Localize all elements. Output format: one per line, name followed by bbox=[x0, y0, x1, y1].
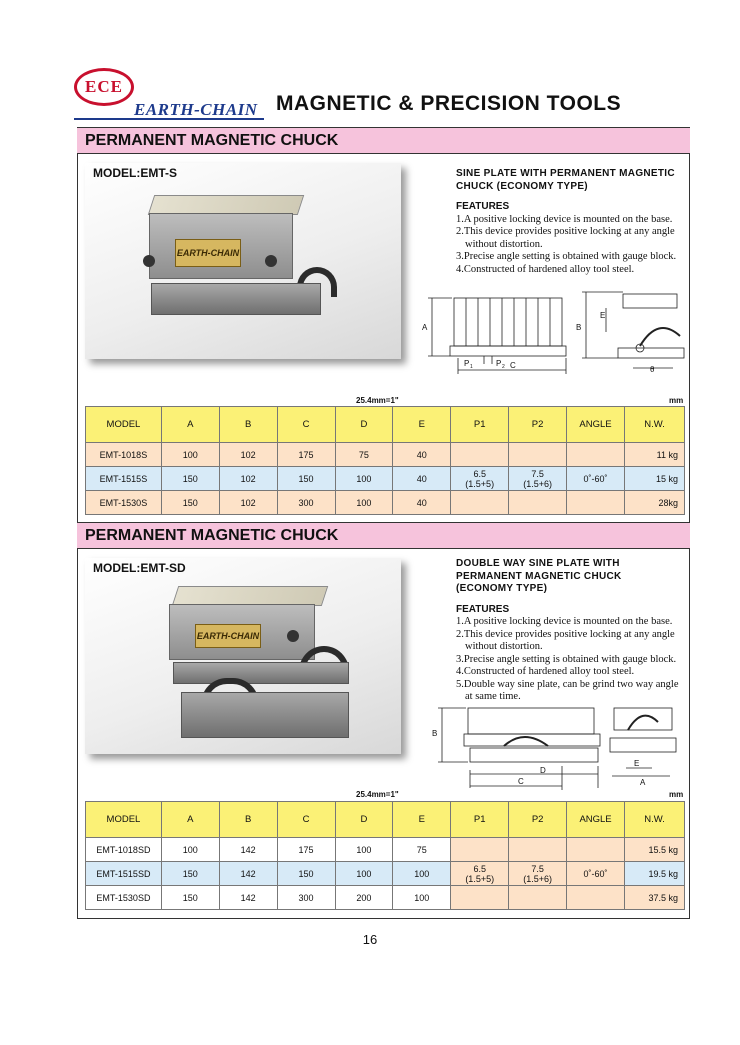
section-heading: PERMANENT MAGNETIC CHUCK bbox=[77, 127, 690, 154]
table-cell: 150 bbox=[161, 886, 219, 910]
table-header-row bbox=[86, 407, 685, 443]
page-title: MAGNETIC & PRECISION TOOLS bbox=[276, 92, 622, 115]
scale-note: 25.4mm=1" bbox=[356, 790, 399, 799]
dim-label: A bbox=[640, 778, 646, 787]
middle-plate bbox=[173, 662, 349, 684]
table-cell bbox=[509, 838, 567, 862]
table-cell: 142 bbox=[219, 886, 277, 910]
column-header: ANGLE bbox=[567, 407, 625, 443]
table-cell bbox=[509, 443, 567, 467]
table-row bbox=[86, 491, 685, 515]
p2-formula: (1.5+6) bbox=[523, 478, 552, 489]
table-cell: 100 bbox=[335, 862, 393, 886]
dim-label: A bbox=[422, 323, 428, 332]
table-row bbox=[86, 838, 685, 862]
table-cell-p1 bbox=[451, 862, 509, 886]
unit-label: mm bbox=[669, 396, 684, 405]
dim-label: E bbox=[634, 759, 640, 768]
dim-label: D bbox=[540, 766, 546, 775]
features-heading: FEATURES bbox=[456, 201, 510, 212]
brand-underline bbox=[74, 118, 264, 120]
table-cell bbox=[567, 491, 625, 515]
table-cell: 150 bbox=[277, 862, 335, 886]
column-header: N.W. bbox=[625, 407, 685, 443]
section-heading: PERMANENT MAGNETIC CHUCK bbox=[77, 522, 690, 549]
dim-label: B bbox=[432, 729, 438, 738]
column-header: D bbox=[335, 407, 393, 443]
dim-label: 1 bbox=[470, 364, 473, 370]
table-cell: 175 bbox=[277, 838, 335, 862]
desc-title-line: DOUBLE WAY SINE PLATE WITH bbox=[456, 558, 620, 569]
description-emt-s bbox=[456, 168, 688, 276]
column-header: B bbox=[219, 802, 277, 838]
product-photo-emt-s bbox=[85, 163, 401, 359]
table-cell: EMT-1530SD bbox=[86, 886, 162, 910]
table-cell: 75 bbox=[393, 838, 451, 862]
table-cell: 175 bbox=[277, 443, 335, 467]
feature-item: 3.Precise angle setting is obtained with gauge block. bbox=[456, 653, 677, 665]
column-header: P2 bbox=[509, 407, 567, 443]
dim-label: P bbox=[496, 359, 502, 368]
table-cell bbox=[451, 838, 509, 862]
table-cell: 150 bbox=[277, 467, 335, 491]
dim-label: C bbox=[510, 361, 516, 370]
table-cell-angle: 0˚-60˚ bbox=[567, 467, 625, 491]
table-cell: EMT-1515S bbox=[86, 467, 162, 491]
table-cell-p1 bbox=[451, 467, 509, 491]
table-cell: 102 bbox=[219, 491, 277, 515]
table-cell-p2 bbox=[509, 467, 567, 491]
table-cell: 100 bbox=[335, 838, 393, 862]
scale-note: 25.4mm=1" bbox=[356, 396, 399, 405]
table-header-row bbox=[86, 802, 685, 838]
feature-item: 2.This device provides positive locking at any angle bbox=[456, 628, 675, 640]
feature-item: at same time. bbox=[465, 691, 521, 702]
table-cell: 150 bbox=[161, 467, 219, 491]
p1-value: 6.5 bbox=[473, 468, 486, 479]
table-cell bbox=[451, 491, 509, 515]
table-cell: 300 bbox=[277, 491, 335, 515]
table-cell: 19.5 kg bbox=[625, 862, 685, 886]
chuck-top-face bbox=[148, 195, 304, 215]
desc-title-line: (ECONOMY TYPE) bbox=[456, 583, 548, 594]
table-row bbox=[86, 467, 685, 491]
feature-item: 3.Precise angle setting is obtained with gauge block. bbox=[456, 251, 677, 262]
p2-formula: (1.5+6) bbox=[523, 873, 553, 884]
table-cell: 142 bbox=[219, 838, 277, 862]
features-heading: FEATURES bbox=[456, 603, 510, 615]
column-header: MODEL bbox=[86, 407, 162, 443]
table-cell-angle: 0˚-60˚ bbox=[567, 862, 625, 886]
page-number: 16 bbox=[362, 932, 378, 947]
dim-label: P bbox=[464, 359, 470, 368]
table-cell: 37.5 kg bbox=[625, 886, 685, 910]
table-cell bbox=[451, 443, 509, 467]
column-header: B bbox=[219, 407, 277, 443]
table-cell: 11 kg bbox=[625, 443, 685, 467]
table-cell: 75 bbox=[335, 443, 393, 467]
table-cell: 100 bbox=[393, 862, 451, 886]
table-cell: 15.5 kg bbox=[625, 838, 685, 862]
feature-item: 1.A positive locking device is mounted on the base. bbox=[456, 616, 673, 627]
logo-text: ECE bbox=[85, 77, 123, 96]
p2-value: 7.5 bbox=[531, 863, 544, 874]
p1-formula: (1.5+5) bbox=[465, 478, 495, 489]
table-cell bbox=[509, 491, 567, 515]
column-header: A bbox=[161, 407, 219, 443]
table-row bbox=[86, 443, 685, 467]
knob-icon bbox=[143, 255, 155, 267]
knob-icon bbox=[265, 255, 277, 267]
table-cell bbox=[451, 886, 509, 910]
column-header: E bbox=[393, 802, 451, 838]
brand-plate: EARTH-CHAIN bbox=[175, 239, 241, 267]
table-row bbox=[86, 886, 685, 910]
dim-label: E bbox=[600, 311, 606, 320]
table-cell: 40 bbox=[393, 467, 451, 491]
column-header: C bbox=[277, 802, 335, 838]
desc-title-line: PERMANENT MAGNETIC CHUCK bbox=[456, 570, 622, 582]
desc-title-line: CHUCK (ECONOMY TYPE) bbox=[456, 180, 588, 192]
column-header: ANGLE bbox=[567, 802, 625, 838]
spec-table-emt-sd bbox=[85, 801, 685, 910]
p1-value: 6.5 bbox=[473, 863, 486, 874]
spec-table-emt-s bbox=[85, 406, 685, 515]
dimension-drawing-emt-sd bbox=[430, 700, 688, 792]
ece-logo bbox=[74, 68, 134, 106]
table-cell: 100 bbox=[393, 886, 451, 910]
unit-label: mm bbox=[669, 790, 684, 799]
table-cell-p2 bbox=[509, 862, 567, 886]
dim-label: C bbox=[518, 777, 524, 786]
chuck-base bbox=[151, 283, 321, 315]
chuck-top-face bbox=[172, 586, 328, 606]
table-cell: 142 bbox=[219, 862, 277, 886]
table-cell: EMT-1515SD bbox=[86, 862, 162, 886]
table-cell: 150 bbox=[161, 862, 219, 886]
table-cell bbox=[567, 886, 625, 910]
table-cell: 100 bbox=[161, 443, 219, 467]
brand-name: EARTH-CHAIN bbox=[134, 100, 258, 119]
feature-item: 4.Constructed of hardened alloy tool steel. bbox=[456, 666, 635, 677]
table-row bbox=[86, 862, 685, 886]
feature-item: 1.A positive locking device is mounted on the base. bbox=[456, 213, 673, 225]
feature-item: without distortion. bbox=[465, 238, 543, 250]
desc-title-line: SINE PLATE WITH PERMANENT MAGNETIC bbox=[456, 168, 675, 179]
table-cell bbox=[567, 838, 625, 862]
feature-item: 2.This device provides positive locking at any angle bbox=[456, 226, 675, 237]
table-cell: 102 bbox=[219, 467, 277, 491]
knob-icon bbox=[287, 630, 299, 642]
table-cell: 40 bbox=[393, 443, 451, 467]
chuck-base bbox=[181, 692, 349, 738]
table-cell: 100 bbox=[161, 838, 219, 862]
table-cell: 28kg bbox=[625, 491, 685, 515]
model-label: MODEL:EMT-SD bbox=[93, 561, 186, 575]
feature-item: without distortion. bbox=[465, 641, 543, 652]
column-header: E bbox=[393, 407, 451, 443]
table-cell: 102 bbox=[219, 443, 277, 467]
brand-plate: EARTH-CHAIN bbox=[195, 624, 261, 648]
table-cell: 150 bbox=[161, 491, 219, 515]
column-header: N.W. bbox=[625, 802, 685, 838]
column-header: P2 bbox=[509, 802, 567, 838]
table-cell: 100 bbox=[335, 491, 393, 515]
p1-formula: (1.5+5) bbox=[465, 873, 495, 884]
dim-label: θ bbox=[650, 365, 655, 374]
feature-item: 5.Double way sine plate, can be grind two way angle bbox=[456, 678, 679, 690]
product-photo-emt-sd bbox=[85, 558, 401, 754]
dim-label: 2 bbox=[502, 364, 505, 370]
dimension-drawing-emt-s bbox=[418, 288, 688, 380]
column-header: A bbox=[161, 802, 219, 838]
description-emt-sd bbox=[456, 558, 688, 704]
page-header bbox=[74, 66, 694, 122]
table-cell bbox=[509, 886, 567, 910]
p2-value: 7.5 bbox=[531, 468, 544, 479]
column-header: P1 bbox=[451, 802, 509, 838]
model-label: MODEL:EMT-S bbox=[93, 166, 177, 180]
dim-label: B bbox=[576, 323, 582, 332]
table-cell: 15 kg bbox=[625, 467, 685, 491]
table-cell: 200 bbox=[335, 886, 393, 910]
table-cell: 100 bbox=[335, 467, 393, 491]
column-header: MODEL bbox=[86, 802, 162, 838]
column-header: C bbox=[277, 407, 335, 443]
table-cell: 40 bbox=[393, 491, 451, 515]
feature-item: 4.Constructed of hardened alloy tool steel. bbox=[456, 263, 635, 275]
table-cell: 300 bbox=[277, 886, 335, 910]
table-cell: EMT-1018SD bbox=[86, 838, 162, 862]
table-cell bbox=[567, 443, 625, 467]
column-header: P1 bbox=[451, 407, 509, 443]
table-cell: EMT-1018S bbox=[86, 443, 162, 467]
table-cell: EMT-1530S bbox=[86, 491, 162, 515]
column-header: D bbox=[335, 802, 393, 838]
